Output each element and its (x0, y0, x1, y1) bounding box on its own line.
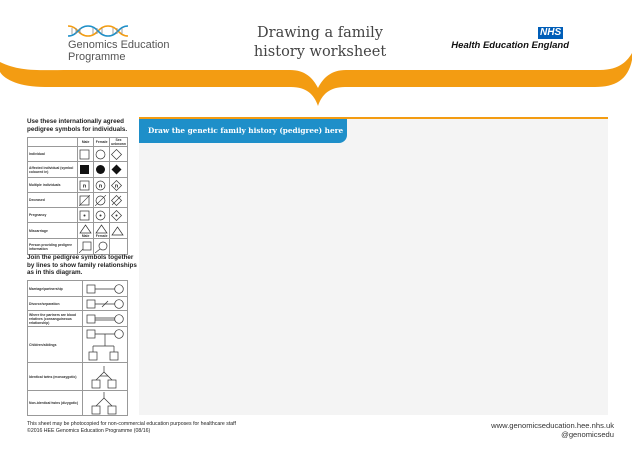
symbols-intro: Use these internationally agreed pedigree symbols for individuals. (27, 118, 128, 133)
col-male: Male (78, 138, 94, 147)
website-link[interactable]: www.genomicseducation.hee.nhs.uk (491, 421, 614, 430)
row-label: Individual (28, 147, 78, 162)
pregnancy-square-icon (79, 210, 90, 221)
proband-square-icon (79, 241, 92, 253)
miscarriage-male-label: Male (81, 233, 90, 238)
pregnancy-circle-icon (95, 210, 106, 221)
dna-helix-logo-icon (66, 24, 131, 38)
square-icon (79, 149, 90, 160)
identical-twins-icon (84, 364, 126, 390)
logo-line-1: Genomics Education (68, 39, 170, 51)
deceased-square-icon (79, 195, 90, 206)
row-label: Pregnancy (28, 208, 78, 223)
row-label: Marriage/partnership (28, 281, 83, 297)
footer-copy-note: This sheet may be photocopied for non-commercial education purposes for healthcare staff (27, 421, 236, 427)
col-female: Female (94, 138, 110, 147)
row-label: Affected individual (symbol coloured in) (28, 162, 78, 178)
row-label: Miscarriage (28, 223, 78, 239)
consanguineous-icon (84, 313, 126, 325)
hee-name: Health Education England (451, 40, 569, 51)
diamond-icon (111, 149, 122, 160)
multiple-circle-icon (95, 180, 106, 191)
relationships-table (27, 280, 128, 416)
footer-left (27, 421, 236, 434)
social-handle[interactable]: @genomicsedu (561, 430, 614, 439)
row-label: Person providing pedigree information (28, 239, 78, 255)
title-line-1: Drawing a family (257, 25, 383, 41)
deceased-circle-icon (95, 195, 106, 206)
col-sex-unknown: Sex unknown (111, 138, 127, 146)
miscarriage-male-icon (79, 224, 92, 234)
footer-right (491, 421, 614, 439)
drawing-area-tab: Draw the genetic family history (pedigree) here (139, 119, 347, 143)
filled-square-icon (79, 164, 90, 175)
miscarriage-female-label: Female (95, 233, 108, 238)
circle-icon (95, 149, 106, 160)
row-label: Identical twins (monozygotic) (28, 363, 83, 391)
miscarriage-unknown-icon (111, 226, 124, 236)
footer-copyright: ©2016 HEE Genomics Education Programme (08/16) (27, 427, 151, 434)
filled-diamond-icon (111, 164, 122, 175)
proband-circle-icon (95, 241, 108, 253)
logo-line-2: Programme (68, 51, 126, 63)
svg-text:n: n (115, 183, 119, 189)
nhs-badge: NHS (540, 27, 562, 38)
row-label: Multiple individuals (28, 178, 78, 193)
row-label: Where the partners are blood relatives (consanguineous relationship) (28, 311, 83, 327)
deceased-diamond-icon (111, 195, 122, 206)
symbols-table (27, 137, 128, 255)
row-label: Children/siblings (28, 327, 83, 363)
pregnancy-diamond-icon (111, 210, 122, 221)
page-title (225, 24, 415, 62)
filled-circle-icon (95, 164, 106, 175)
miscarriage-female-icon (95, 224, 108, 234)
row-label: Deceased (28, 193, 78, 208)
pedigree-drawing-area[interactable] (139, 117, 608, 415)
non-identical-twins-icon (84, 391, 126, 415)
relationships-intro: Join the pedigree symbols together by lines to show family relationships as in this diagram. (27, 254, 137, 276)
svg-text:n: n (99, 183, 103, 189)
svg-text:n: n (83, 183, 87, 189)
row-label: Divorce/separation (28, 297, 83, 311)
children-siblings-icon (84, 328, 126, 362)
partnership-icon (84, 283, 126, 295)
divorce-icon (84, 298, 126, 310)
title-line-2: history worksheet (253, 44, 387, 60)
genomics-education-logo-text (68, 39, 170, 63)
multiple-square-icon (79, 180, 90, 191)
multiple-diamond-icon (111, 180, 122, 191)
row-label: Non-identical twins (dizygotic) (28, 391, 83, 416)
